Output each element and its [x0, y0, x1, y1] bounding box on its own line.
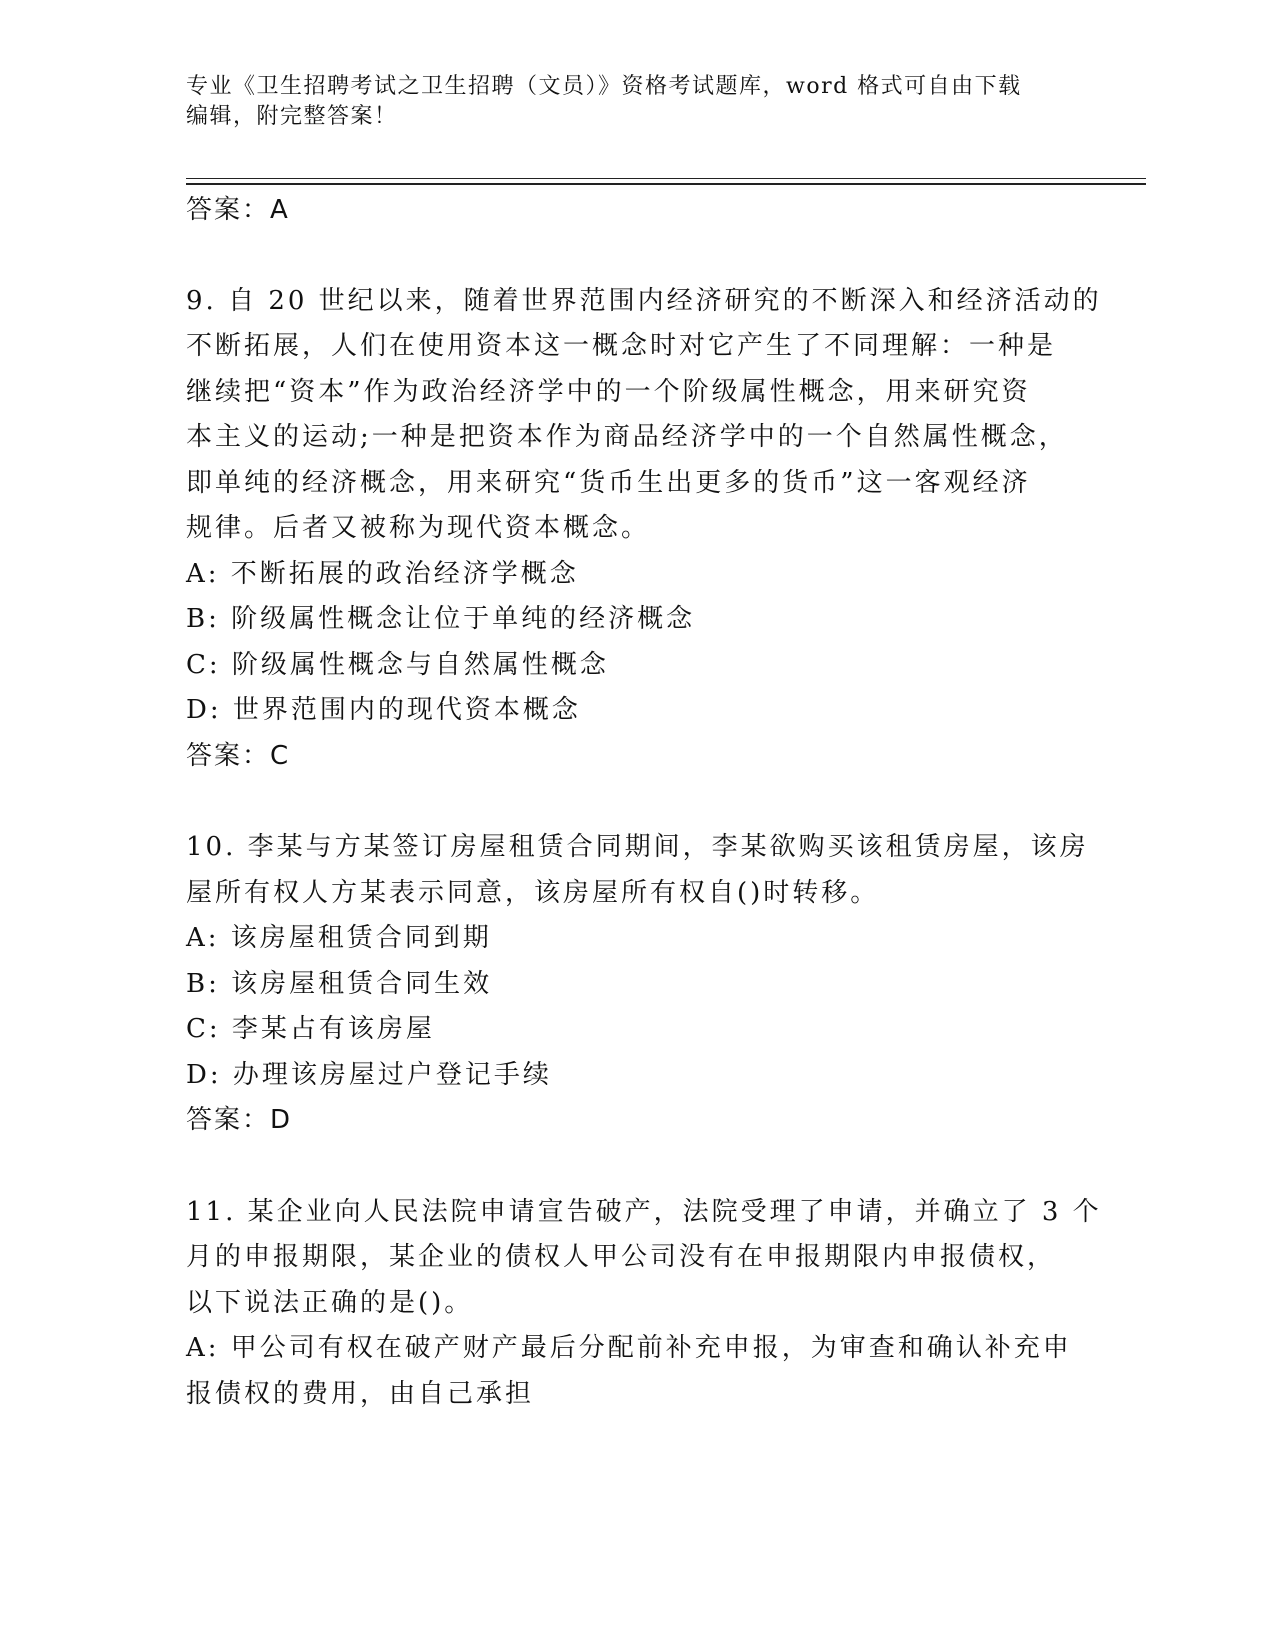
question-9-text-line: 不断拓展，人们在使用资本这一概念时对它产生了不同理解：一种是: [186, 331, 1057, 361]
question-9-text-line: 本主义的运动;一种是把资本作为商品经济学中的一个自然属性概念，: [186, 422, 1068, 452]
question-10-option-d: D: 办理该房屋过户登记手续: [186, 1059, 552, 1090]
spacer: [186, 779, 1066, 825]
question-9-answer: 答案：C: [186, 740, 291, 771]
question-11-text-line: 11. 某企业向人民法院申请宣告破产，法院受理了申请，并确立了 3 个: [186, 1196, 1102, 1227]
question-11-text-line: 以下说法正确的是()。: [186, 1287, 474, 1318]
question-11-option-a-continued: 报债权的费用，由自己承担: [186, 1378, 535, 1409]
question-11-text-line: 月的申报期限，某企业的债权人甲公司没有在申报期限内申报债权，: [186, 1242, 1057, 1272]
question-9-option-a: A: 不断拓展的政治经济学概念: [186, 558, 579, 589]
question-10-option-c: C: 李某占有该房屋: [186, 1014, 435, 1044]
question-9-text-line: 即单纯的经济概念，用来研究“货币生出更多的货币”这一客观经济: [186, 467, 1031, 498]
spacer: [186, 1144, 1066, 1190]
question-9-text-line: 继续把“资本”作为政治经济学中的一个阶级属性概念，用来研究资: [186, 376, 1031, 407]
question-10-text-line: 屋所有权人方某表示同意，该房屋所有权自()时转移。: [186, 877, 880, 908]
header-line-2: 编辑，附完整答案！: [186, 104, 398, 129]
question-11: [186, 1190, 1102, 1418]
header-line-1: 专业《卫生招聘考试之卫生招聘（文员）》资格考试题库，word 格式可自由下载: [186, 74, 1022, 99]
header-divider-thin: [186, 178, 1146, 179]
spacer: [186, 234, 1066, 279]
header-divider-thick: [186, 183, 1146, 185]
question-10-option-a: A: 该房屋租赁合同到期: [186, 923, 492, 953]
question-9-option-b: B: 阶级属性概念让位于单纯的经济概念: [186, 604, 696, 634]
document-header: [186, 72, 1066, 132]
question-10-text-line: 10. 李某与方某签订房屋租赁合同期间，李某欲购买该租赁房屋，该房: [186, 832, 1089, 862]
question-9: [186, 279, 1102, 780]
question-9-text-line: 规律。后者又被称为现代资本概念。: [186, 513, 651, 543]
question-9-text-line: 9. 自 20 世纪以来，随着世界范围内经济研究的不断深入和经济活动的: [186, 285, 1102, 316]
question-11-option-a: A: 甲公司有权在破产财产最后分配前补充申报，为审查和确认补充申: [186, 1333, 1072, 1363]
question-10-option-b: B: 该房屋租赁合同生效: [186, 968, 493, 999]
question-10-answer: 答案：D: [186, 1105, 293, 1135]
question-9-option-c: C: 阶级属性概念与自然属性概念: [186, 649, 609, 680]
question-10: [186, 825, 1089, 1144]
question-content: [186, 188, 1102, 1417]
question-9-option-d: D: 世界范围内的现代资本概念: [186, 695, 581, 725]
previous-answer: 答案：A: [186, 195, 290, 225]
